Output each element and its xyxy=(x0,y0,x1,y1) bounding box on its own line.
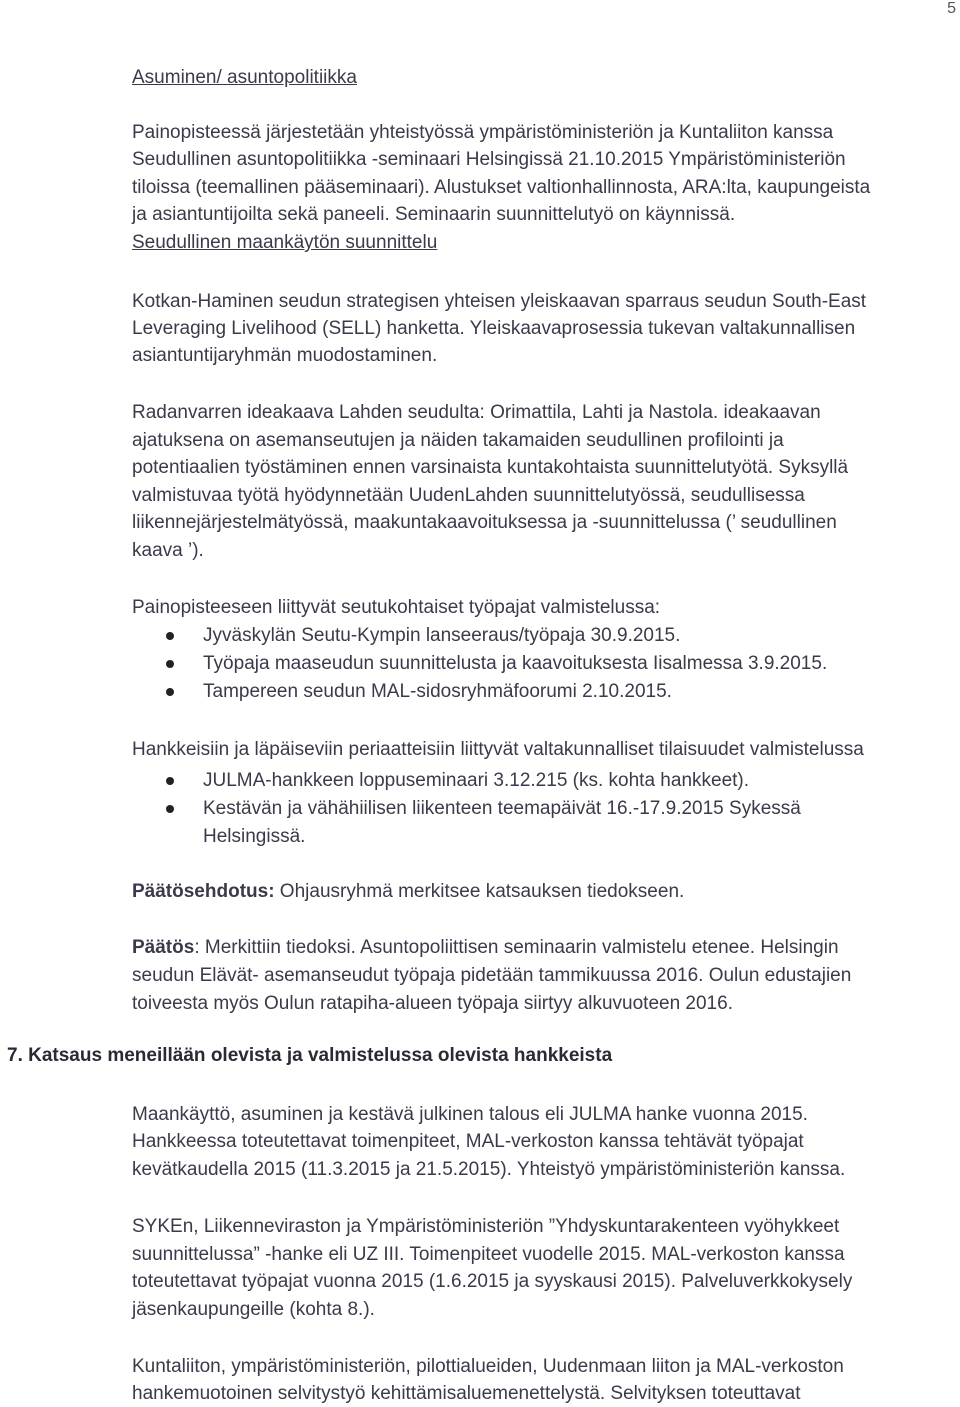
events-intro: Hankkeisiin ja läpäiseviin periaatteisiin liittyvät valtakunnalliset tilaisuudet valmistelussa xyxy=(132,739,864,760)
list-item-text: Tampereen seudun MAL-sidosryhmäfoorumi 2.10.2015. xyxy=(203,681,672,702)
para-line: Seudullinen asuntopolitiikka -seminaari Helsingissä 21.10.2015 Ympäristöministeriön xyxy=(132,149,846,170)
proposal-label: Päätösehdotus: xyxy=(132,881,275,902)
workshops-intro: Painopisteeseen liittyvät seutukohtaiset työpajat valmistelussa: xyxy=(132,597,661,618)
list-item-text: Helsingissä. xyxy=(203,826,306,847)
heading-maankaytto: Seudullinen maankäytön suunnittelu xyxy=(132,232,438,253)
para-line: Kuntaliiton, ympäristöministeriön, pilottialueiden, Uudenmaan liiton ja MAL-verkoston xyxy=(132,1356,844,1377)
decision-line xyxy=(132,934,932,961)
para-line: asiantuntijaryhmän muodostaminen. xyxy=(132,345,438,366)
decision-text: : Merkittiin tiedoksi. Asuntopoliittisen seminaarin valmistelu etenee. Helsingin xyxy=(194,937,839,958)
heading-asuminen: Asuminen/ asuntopolitiikka xyxy=(132,67,357,88)
bullet-icon xyxy=(166,660,174,668)
para-line: Hankkeessa toteutettavat toimenpiteet, MAL-verkoston kanssa tehtävät työpajat xyxy=(132,1131,804,1152)
section-7-heading: 7. Katsaus meneillään olevista ja valmistelussa olevista hankkeista xyxy=(7,1045,613,1066)
para-line: toteutettavat työpajat vuonna 2015 (1.6.2015 ja syyskausi 2015). Palveluverkkokysely xyxy=(132,1271,853,1292)
decision-line: seudun Elävät- asemanseudut työpaja pidetään tammikuussa 2016. Oulun edustajien xyxy=(132,965,852,986)
bullet-icon xyxy=(166,777,174,785)
para-line: SYKEn, Liikenneviraston ja Ympäristöministeriön ”Yhdyskuntarakenteen vyöhykkeet xyxy=(132,1216,840,1237)
bullet-icon xyxy=(166,632,174,640)
para-line: valmistuvaa työtä hyödynnetään UudenLahden suunnittelutyössä, seudullisessa xyxy=(132,485,805,506)
para-line: potentiaalien työstäminen ennen varsinaista kuntakohtaista suunnittelutyötä. Syksyllä xyxy=(132,457,849,478)
para-line: Radanvarren ideakaava Lahden seudulta: Orimattila, Lahti ja Nastola. ideakaavan xyxy=(132,402,821,423)
para-line: Leveraging Livelihood (SELL) hanketta. Yleiskaavaprosessia tukevan valtakunnallisen xyxy=(132,318,856,339)
para-line: jäsenkaupungeille (kohta 8.). xyxy=(132,1299,375,1320)
decision-line: toiveesta myös Oulun ratapiha-alueen työpaja siirtyy alkuvuoteen 2016. xyxy=(132,993,733,1014)
para-line: suunnittelussa” -hanke eli UZ III. Toimenpiteet vuodelle 2015. MAL-verkoston kanssa xyxy=(132,1244,845,1265)
proposal xyxy=(132,878,932,905)
para-line: kevätkaudella 2015 (11.3.2015 ja 21.5.2015). Yhteistyö ympäristöministeriön kanssa. xyxy=(132,1159,846,1180)
para-line: ja asiantuntijoilta sekä paneeli. Seminaarin suunnittelutyö on käynnissä. xyxy=(132,204,736,225)
list-item-text: Työpaja maaseudun suunnittelusta ja kaavoituksesta Iisalmessa 3.9.2015. xyxy=(203,653,828,674)
proposal-text: Ohjausryhmä merkitsee katsauksen tiedokseen. xyxy=(274,881,685,902)
bullet-icon xyxy=(166,688,174,696)
para-line: tiloissa (teemallinen pääseminaari). Alustukset valtionhallinnosta, ARA:lta, kaupungeista xyxy=(132,177,871,198)
para-line: Maankäyttö, asuminen ja kestävä julkinen talous eli JULMA hanke vuonna 2015. xyxy=(132,1104,808,1125)
bullet-icon xyxy=(166,805,174,813)
para-line: kaava ’). xyxy=(132,540,204,561)
page-number: 5 xyxy=(947,0,956,17)
para-line: ajatuksena on asemanseutujen ja näiden takamaiden seudullinen profilointi ja xyxy=(132,430,784,451)
para-line: Kotkan-Haminen seudun strategisen yhteisen yleiskaavan sparraus seudun South-East xyxy=(132,291,867,312)
decision-label: Päätös xyxy=(132,937,195,958)
list-item-text: JULMA-hankkeen loppuseminaari 3.12.215 (ks. kohta hankkeet). xyxy=(203,770,750,791)
list-item-text: Kestävän ja vähähiilisen liikenteen teemapäivät 16.-17.9.2015 Sykessä xyxy=(203,798,801,819)
list-item-text: Jyväskylän Seutu-Kympin lanseeraus/työpaja 30.9.2015. xyxy=(203,625,681,646)
para-line: Painopisteessä järjestetään yhteistyössä ympäristöministeriön ja Kuntaliiton kanssa xyxy=(132,122,834,143)
para-line: hankemuotoinen selvitystyö kehittämisaluemenettelystä. Selvityksen toteuttavat xyxy=(132,1383,801,1404)
para-line: liikennejärjestelmätyössä, maakuntakaavoituksessa ja -suunnittelussa (’ seudullinen xyxy=(132,512,837,533)
